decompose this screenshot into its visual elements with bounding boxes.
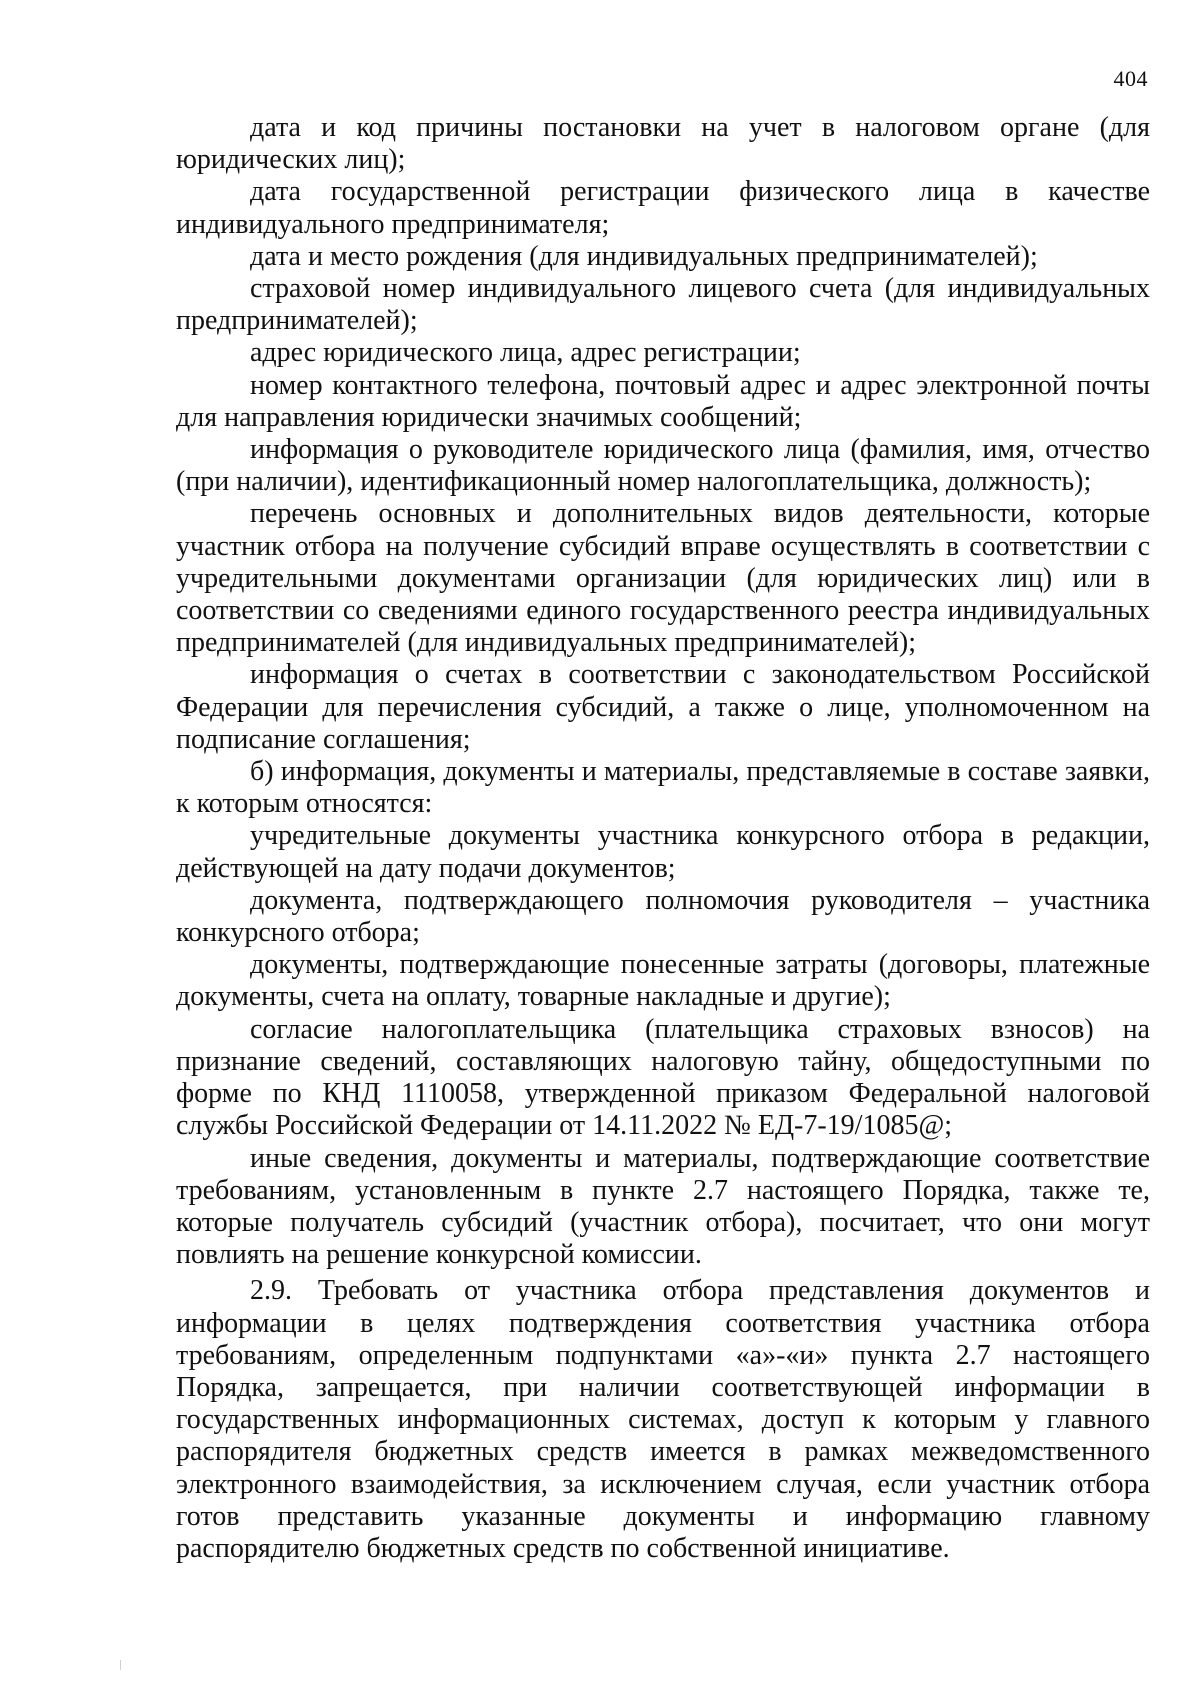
paragraph-section-2-9: 2.9. Требовать от участника отбора представления документов и информации в целях подтверждения соответствия участника отбора требованиям, определенным подпунктами «а»-«и» пункта 2.7 настоящего Порядка, запрещается, при наличии соответствующей информации в государственных информационных системах, доступ к которым у главного распорядителя бюджетных средств имеется в рамках межведомственного электронного взаимодействия, за исключением случая, если участник отбора готов представить указанные документы и информацию главному распорядителю бюджетных средств по собственной инициативе. [176, 1275, 1150, 1564]
paragraph-kpp-date: дата и код причины постановки на учет в налоговом органе (для юридических лиц); [176, 112, 1150, 176]
paragraph-bank-accounts: информация о счетах в соответствии с законодательством Российской Федерации для перечисления субсидий, а также о лице, уполномоченном на подписание соглашения; [176, 659, 1150, 755]
paragraph-founding-documents: учредительные документы участника конкурсного отбора в редакции, действующей на дату подачи документов; [176, 820, 1150, 884]
paragraph-birth-date-place: дата и место рождения (для индивидуальных предпринимателей); [250, 240, 1038, 272]
paragraph-contacts: номер контактного телефона, почтовый адрес и адрес электронной почты для направления юридически значимых сообщений; [176, 369, 1150, 433]
paragraph-subitem-b: б) информация, документы и материалы, представляемые в составе заявки, к которым относятся: [176, 756, 1150, 820]
paragraph-other-materials: иные сведения, документы и материалы, подтверждающие соответствие требованиям, установленным в пункте 2.7 настоящего Порядка, также те, которые получатель субсидий (участник отбора), посчитает, что они могут повлиять на решение конкурсной комиссии. [176, 1142, 1150, 1271]
document-body [176, 112, 1150, 1565]
paragraph-ip-registration-date: дата государственной регистрации физического лица в качестве индивидуального предпринимателя; [176, 176, 1150, 240]
scan-artifact [120, 1660, 121, 1670]
paragraph-tax-secret-consent: согласие налогоплательщика (плательщика страховых взносов) на признание сведений, составляющих налоговую тайну, общедоступными по форме по КНД 1110058, утвержденной приказом Федеральной налоговой службы Российской Федерации от 14.11.2022 № ЕД-7-19/1085@; [176, 1013, 1150, 1142]
paragraph-authority-document: документа, подтверждающего полномочия руководителя – участника конкурсного отбора; [176, 884, 1150, 949]
paragraph-activity-types: перечень основных и дополнительных видов деятельности, которые участник отбора на получение субсидий вправе осуществлять в соответствии с учредительными документами организации (для юридических лиц) или в соответствии со сведениями единого государственного реестра индивидуальных предпринимателей (для индивидуальных предпринимателей); [176, 498, 1150, 659]
paragraph-snils: страховой номер индивидуального лицевого счета (для индивидуальных предпринимателей); [176, 273, 1150, 337]
paragraph-expense-documents: документы, подтверждающие понесенные затраты (договоры, платежные документы, счета на оплату, товарные накладные и другие); [176, 949, 1150, 1013]
paragraph-head-info: информация о руководителе юридического лица (фамилия, имя, отчество (при наличии), идентификационный номер налогоплательщика, должность); [176, 434, 1150, 498]
page-number: 404 [1113, 66, 1148, 91]
paragraph-legal-address: адрес юридического лица, адрес регистрации; [250, 337, 801, 369]
